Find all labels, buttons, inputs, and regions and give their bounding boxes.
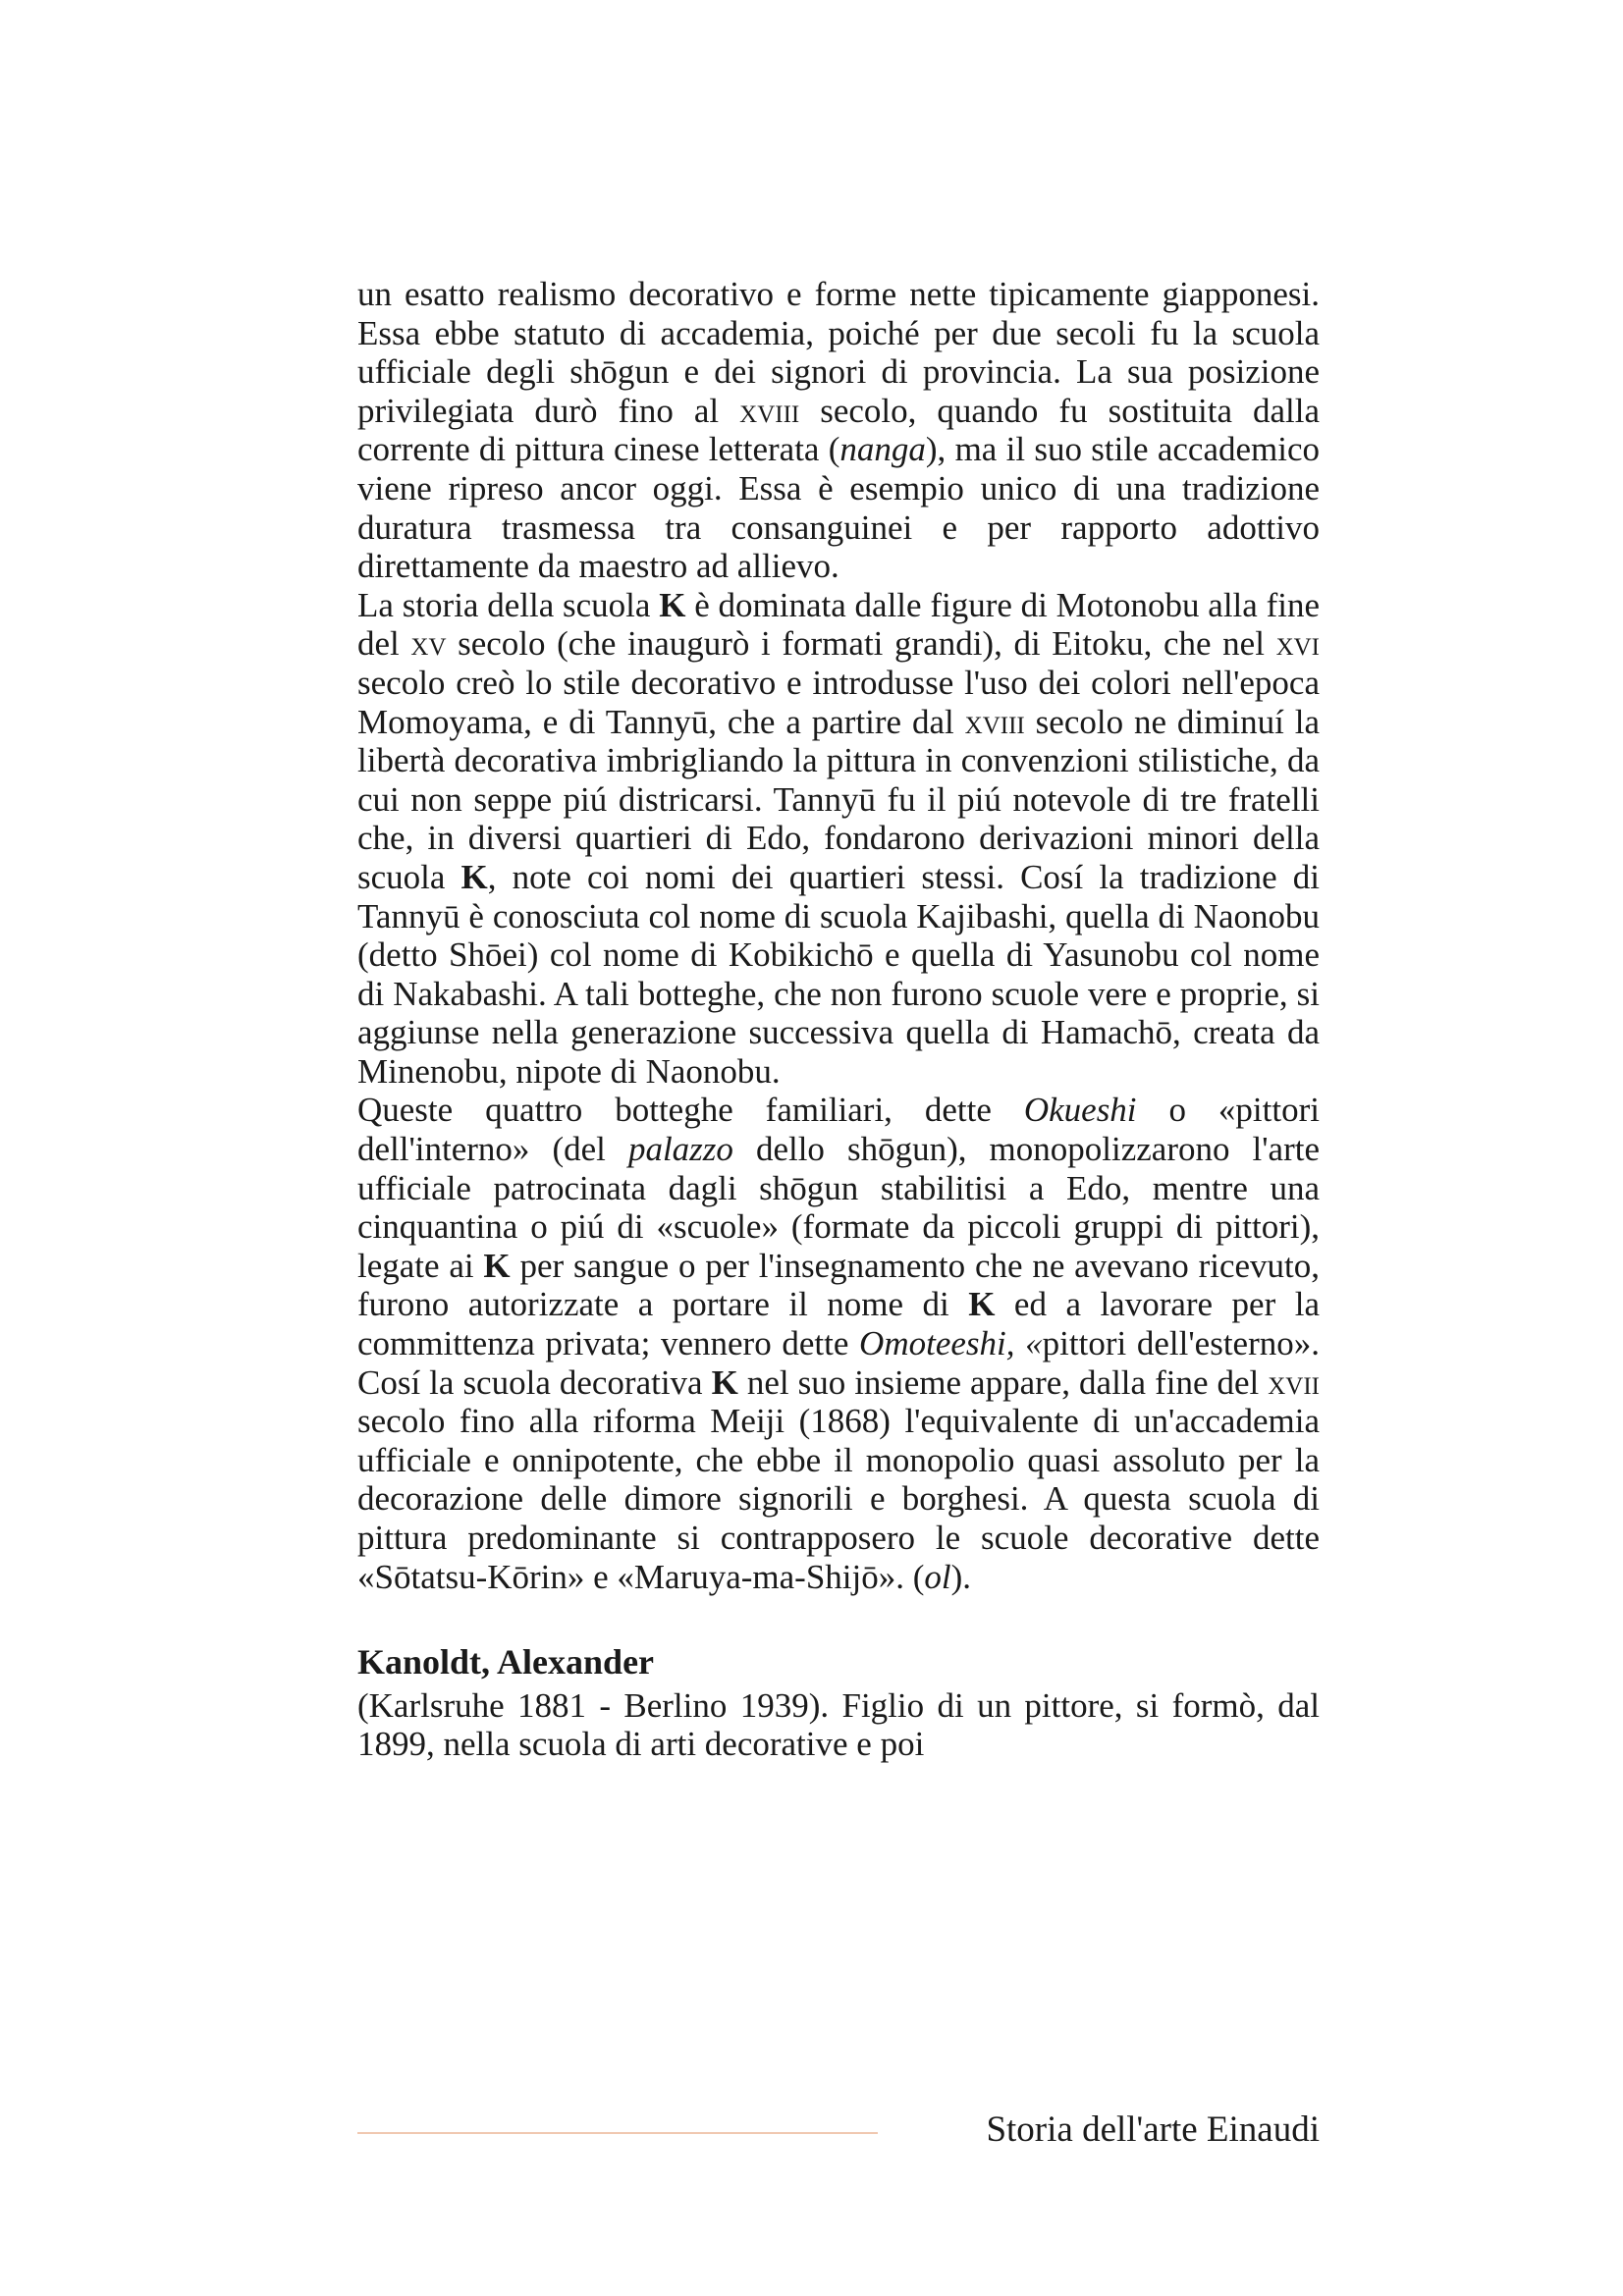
entry-abbreviation: K — [968, 1285, 996, 1324]
italic-term: Omoteeshi, « — [859, 1324, 1043, 1363]
century-numeral: xviii — [964, 702, 1025, 741]
century-numeral: xviii — [739, 391, 800, 430]
paragraph-kano-history — [357, 586, 1320, 1092]
italic-term: palazzo — [627, 1130, 733, 1169]
text-run: secolo (che inaugurò i formati grandi), di Eitoku, che nel — [446, 624, 1276, 664]
century-numeral: xv — [410, 624, 447, 664]
text-run: pittori dell'esterno». Cosí la scuola decorativa — [357, 1324, 1320, 1402]
text-run: nel suo insieme appare, dalla fine del — [737, 1362, 1269, 1402]
text-run: è dominata dalle figure di Motonobu alla fine del — [357, 585, 1320, 664]
footer-divider — [357, 2132, 878, 2134]
italic-term: Okueshi — [1023, 1091, 1137, 1130]
footer-publication-title: Storia dell'arte Einaudi — [986, 2109, 1320, 2150]
text-run: secolo fino alla riforma Meiji (1868) l'equivalente di un'accademia ufficiale e onnipotente, che ebbe il monopolio quasi assoluto per la decorazione delle dimore signorili e borghesi. A questa scuola di pittura predominante si contrapposero le scuole decorative dette «Sōtatsu-Kōrin» e «Maruya-ma-Shijō». ( — [357, 1402, 1320, 1596]
text-run: secolo creò lo stile decorativo e introdusse l'uso dei colori nell'epoca Momoyama, e di Tannyū, che a partire dal — [357, 663, 1320, 741]
entry-abbreviation: K — [460, 857, 488, 896]
century-numeral: xvi — [1275, 624, 1320, 664]
text-run: Queste quattro botteghe familiari, dette — [357, 1091, 1024, 1130]
text-run: ), ma il suo stile accademico viene ripreso ancor oggi. Essa è esempio unico di una tradizione duratura trasmessa tra consanguinei e per rapporto adottivo direttamente da maestro ad allievo. — [357, 430, 1320, 586]
text-run: ed a lavorare per la committenza privata; vennero dette — [357, 1285, 1320, 1363]
text-run: La storia della scuola — [357, 585, 660, 624]
text-run: , note coi nomi dei quartieri stessi. Cosí la tradizione di Tannyū è conosciuta col nome di scuola Kajibashi, quella di Naonobu (detto Shōei) col nome di Kobikichō e quella di Yasunobu col nome di Nakabashi. A tali botteghe, che non furono scuole vere e proprie, si aggiunse nella generazione successiva quella di Hamachō, creata da Minenobu, nipote di Naonobu. — [357, 857, 1320, 1091]
entry-abbreviation: K — [659, 585, 686, 624]
entry-heading: Kanoldt, Alexander — [357, 1642, 655, 1682]
text-run: ). — [950, 1557, 972, 1596]
paragraph-kano-workshops — [357, 1091, 1320, 1596]
paragraph-kano-style — [357, 275, 1320, 586]
entry-abbreviation: K — [711, 1362, 738, 1402]
text-run: secolo ne diminuí la libertà decorativa imbrigliando la pittura in convenzioni stilistiche, da cui non seppe piú districarsi. Tannyū fu il piú notevole di tre fratelli che, in diversi quartieri di Edo, fondarono derivazioni minori della scuola — [357, 702, 1320, 896]
text-run: per sangue o per l'insegnamento che ne avevano ricevuto, furono autorizzate a portare il nome di — [357, 1246, 1320, 1324]
text-run: un esatto realismo decorativo e forme nette tipicamente giapponesi. Essa ebbe statuto di accademia, poiché per due secoli fu la scuola ufficiale degli shōgun e dei signori di provincia. La sua posizione privilegiata durò fino al — [357, 275, 1320, 430]
text-run: secolo, quando fu sostituita dalla corrente di pittura cinese letterata ( — [357, 391, 1320, 469]
text-run: dello shōgun), monopolizzarono l'arte ufficiale patrocinata dagli shōgun stabilitisi a Edo, mentre una cinquantina o piú di «scuole» (formate da piccoli gruppi di pittori), legate ai — [357, 1130, 1321, 1285]
author-initials: ol — [924, 1557, 951, 1596]
text-run: o «pittori dell'interno» (del — [357, 1091, 1320, 1169]
article-body — [357, 275, 1320, 1764]
page-footer — [357, 2109, 1320, 2158]
entry-abbreviation: K — [483, 1246, 511, 1285]
century-numeral: xvii — [1268, 1362, 1320, 1402]
italic-term: nanga — [839, 430, 926, 469]
paragraph-kanoldt-bio: (Karlsruhe 1881 - Berlino 1939). Figlio di un pittore, si formò, dal 1899, nella scuola di arti decorative e poi — [357, 1685, 1320, 1764]
